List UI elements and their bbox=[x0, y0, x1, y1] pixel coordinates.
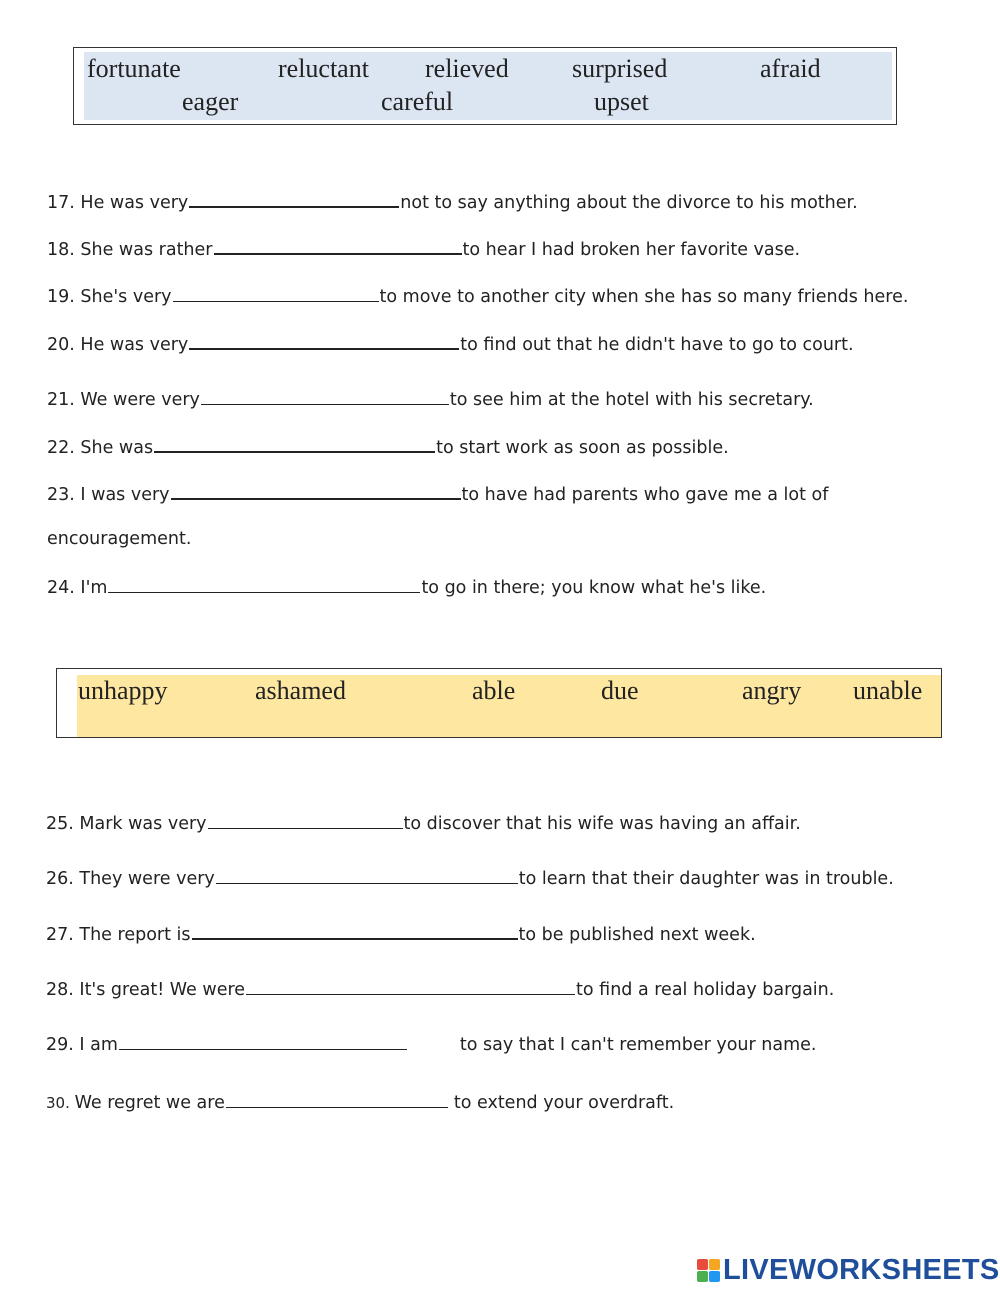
question-text-before: She was rather bbox=[80, 240, 213, 260]
question-20 bbox=[47, 334, 854, 355]
question-24 bbox=[47, 578, 766, 598]
question-25 bbox=[46, 814, 801, 834]
question-number: 19. bbox=[47, 287, 81, 307]
question-number: 26. bbox=[46, 869, 80, 889]
answer-blank[interactable] bbox=[189, 334, 459, 350]
question-27 bbox=[46, 924, 756, 945]
word-bank-1-word: upset bbox=[594, 87, 649, 116]
question-number: 25. bbox=[46, 814, 80, 834]
question-text-before: I'm bbox=[80, 578, 108, 598]
brand-name: LIVEWORKSHEETS bbox=[723, 1253, 1000, 1286]
question-text-after: to go in there; you know what he's like. bbox=[421, 578, 767, 598]
question-text-after: to extend your overdraft. bbox=[453, 1093, 675, 1113]
question-text-continuation: encouragement. bbox=[47, 529, 192, 549]
question-17 bbox=[47, 192, 858, 213]
answer-blank[interactable] bbox=[201, 390, 449, 405]
question-text-before: He was very bbox=[80, 193, 189, 213]
liveworksheets-logo[interactable] bbox=[697, 1253, 1000, 1287]
question-number: 24. bbox=[47, 578, 81, 598]
question-28 bbox=[46, 980, 834, 1000]
answer-blank[interactable] bbox=[108, 578, 420, 593]
answer-blank[interactable] bbox=[173, 287, 379, 302]
answer-blank[interactable] bbox=[208, 814, 403, 829]
question-number: 22. bbox=[47, 438, 81, 458]
question-19 bbox=[47, 287, 908, 307]
question-text-after: to learn that their daughter was in trouble. bbox=[518, 869, 894, 889]
question-text-after: not to say anything about the divorce to his mother. bbox=[400, 193, 858, 213]
question-text-before: We regret we are bbox=[74, 1093, 225, 1113]
word-bank-2-word: due bbox=[601, 676, 639, 705]
answer-blank[interactable] bbox=[192, 924, 518, 940]
question-number: 18. bbox=[47, 240, 81, 260]
question-number: 23. bbox=[47, 485, 81, 505]
word-bank-1-word: fortunate bbox=[87, 54, 181, 83]
word-bank-2-word: ashamed bbox=[255, 676, 346, 705]
question-text-before: She was bbox=[80, 438, 154, 458]
answer-blank[interactable] bbox=[216, 869, 518, 884]
question-text-after: to hear I had broken her favorite vase. bbox=[462, 240, 801, 260]
word-bank-1-word: careful bbox=[381, 87, 454, 116]
answer-blank[interactable] bbox=[246, 980, 575, 995]
question-23-continuation bbox=[47, 531, 191, 549]
question-text-before: Mark was very bbox=[79, 814, 207, 834]
question-number: 17. bbox=[47, 193, 81, 213]
question-number: 21. bbox=[47, 390, 81, 410]
word-bank-1-word: relieved bbox=[425, 54, 509, 83]
question-text-before: It's great! We were bbox=[79, 980, 246, 1000]
question-text-before: The report is bbox=[79, 925, 191, 945]
question-26 bbox=[46, 869, 894, 889]
word-bank-1-word: reluctant bbox=[278, 54, 369, 83]
question-number: 29. bbox=[46, 1035, 80, 1055]
question-number: 30. bbox=[46, 1094, 75, 1112]
question-text-after: to be published next week. bbox=[518, 925, 756, 945]
question-29 bbox=[46, 1035, 816, 1055]
question-23 bbox=[47, 484, 828, 505]
question-text-before: We were very bbox=[80, 390, 200, 410]
question-text-after: to start work as soon as possible. bbox=[436, 438, 729, 458]
question-text-after: to find out that he didn't have to go to court. bbox=[460, 335, 854, 355]
question-number: 20. bbox=[47, 335, 81, 355]
question-21 bbox=[47, 390, 814, 410]
question-30 bbox=[46, 1093, 674, 1113]
question-text-after: to have had parents who gave me a lot of bbox=[461, 485, 829, 505]
answer-blank[interactable] bbox=[189, 192, 399, 208]
question-text-after: to find a real holiday bargain. bbox=[576, 980, 835, 1000]
answer-blank[interactable] bbox=[226, 1093, 448, 1108]
word-bank-2-word: able bbox=[472, 676, 516, 705]
question-text-before: They were very bbox=[79, 869, 215, 889]
word-bank-1-word: afraid bbox=[760, 54, 821, 83]
question-number: 28. bbox=[46, 980, 80, 1000]
question-22 bbox=[47, 437, 729, 458]
word-bank-2-word: angry bbox=[742, 676, 802, 705]
question-text-before: I was very bbox=[80, 485, 170, 505]
question-18 bbox=[47, 239, 800, 260]
answer-blank[interactable] bbox=[171, 484, 461, 500]
answer-blank[interactable] bbox=[214, 239, 462, 255]
question-text-before: She's very bbox=[80, 287, 172, 307]
answer-blank[interactable] bbox=[154, 437, 435, 453]
word-bank-2-word: unhappy bbox=[78, 676, 168, 705]
question-text-before: He was very bbox=[80, 335, 189, 355]
word-bank-1-word: eager bbox=[182, 87, 239, 116]
question-text-after: to move to another city when she has so many friends here. bbox=[379, 287, 909, 307]
question-text-after: to say that I can't remember your name. bbox=[459, 1035, 817, 1055]
question-text-after: to see him at the hotel with his secretary. bbox=[449, 390, 814, 410]
answer-blank[interactable] bbox=[119, 1035, 407, 1050]
question-text-after: to discover that his wife was having an affair. bbox=[403, 814, 801, 834]
liveworksheets-logo-icon bbox=[697, 1259, 720, 1282]
word-bank-1-word: surprised bbox=[572, 54, 668, 83]
question-number: 27. bbox=[46, 925, 80, 945]
word-bank-2-word: unable bbox=[853, 676, 923, 705]
question-text-before: I am bbox=[79, 1035, 118, 1055]
